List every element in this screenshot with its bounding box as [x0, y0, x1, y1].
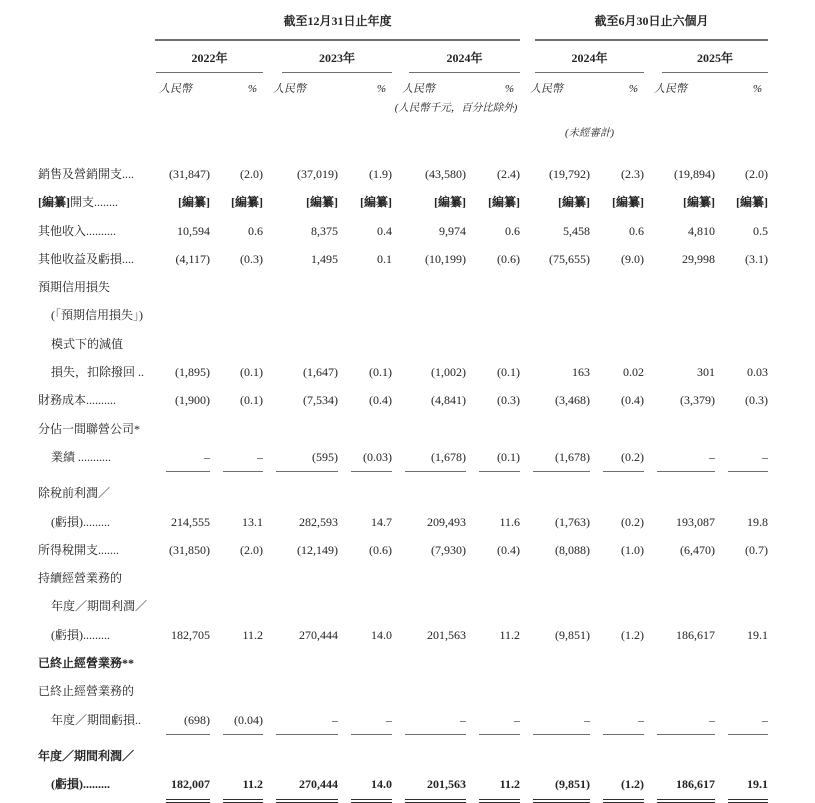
- period-group-interim: 截至6月30日止六個月: [535, 12, 768, 41]
- cell-value: (9.0): [621, 251, 644, 266]
- currency-label: 人民幣: [654, 83, 687, 95]
- table-row: [38, 621, 815, 649]
- cell-value: (1,002): [431, 365, 466, 380]
- row-label: 模式下的減值: [51, 336, 124, 351]
- table-row: [38, 592, 815, 620]
- year-2024: 2024年: [409, 41, 520, 73]
- cell-value: 186,617: [657, 770, 715, 802]
- cell-value: 11.2: [223, 770, 263, 802]
- cell-value: (1,647): [303, 365, 338, 380]
- cell-value: 270,444: [299, 627, 338, 642]
- cell-value: (7,534): [303, 393, 338, 408]
- cell-value: (1.2): [603, 770, 644, 802]
- table-row: [38, 479, 815, 507]
- cell-value: (0.2): [603, 443, 644, 472]
- table-header-unaudited: [38, 115, 815, 140]
- cell-value: [編纂]: [558, 195, 590, 210]
- cell-value: (75,655): [549, 251, 590, 266]
- cell-value: –: [728, 443, 768, 472]
- row-label: 業績 ...........: [51, 449, 112, 464]
- cell-value: 10,594: [177, 223, 210, 238]
- table-row: [38, 677, 815, 705]
- cell-value: (0.03): [351, 443, 392, 472]
- cell-value: (1,900): [175, 393, 210, 408]
- cell-value: (698): [166, 706, 210, 735]
- cell-value: (2.0): [240, 167, 263, 181]
- cell-value: 19.8: [747, 514, 768, 529]
- row-label: 分佔一間聯營公司*: [38, 421, 141, 436]
- table-row: [38, 536, 815, 564]
- row-label: 預期信用損失: [38, 280, 111, 295]
- cell-value: –: [479, 706, 520, 735]
- cell-value: (2.3): [621, 167, 644, 181]
- cell-value: (2.4): [497, 167, 520, 181]
- cell-value: 5,458: [563, 223, 590, 238]
- currency-label: 人民幣: [159, 83, 192, 95]
- row-label: 財務成本..........: [38, 393, 117, 408]
- year-2024-interim: 2024年: [535, 41, 644, 73]
- cell-value: (3.1): [745, 251, 768, 266]
- cell-value: (0.1): [369, 365, 392, 380]
- cell-value: 209,493: [427, 514, 466, 529]
- cell-value: [編纂]: [736, 195, 768, 210]
- cell-value: (31,850): [169, 542, 210, 557]
- table-row: [38, 358, 815, 386]
- cell-value: (0.1): [240, 393, 263, 408]
- cell-value: 29,998: [682, 251, 715, 266]
- cell-value: (0.4): [497, 542, 520, 557]
- cell-value: –: [657, 706, 715, 735]
- row-label: 除稅前利潤／: [38, 486, 111, 501]
- cell-value: (9,851): [555, 627, 590, 642]
- row-label: (虧損).........: [51, 627, 110, 642]
- cell-value: 11.2: [499, 627, 520, 642]
- table-row: [38, 273, 815, 301]
- cell-value: 0.02: [623, 365, 644, 380]
- unit-note: (人民幣千元，百分比除外): [394, 103, 518, 114]
- cell-value: 186,617: [676, 627, 715, 642]
- cell-value: [編纂]: [178, 195, 210, 210]
- cell-value: 193,087: [676, 514, 715, 529]
- cell-value: –: [533, 706, 590, 735]
- cell-value: (37,019): [297, 167, 338, 181]
- cell-value: (0.2): [621, 514, 644, 529]
- table-row: [38, 245, 815, 273]
- cell-value: –: [657, 443, 715, 472]
- row-label: 其他收益及虧損....: [38, 251, 135, 266]
- cell-value: (1,678): [533, 443, 590, 472]
- cell-value: (0.1): [497, 365, 520, 380]
- row-label: 其他收入..........: [38, 223, 117, 238]
- cell-value: 182,705: [171, 627, 210, 642]
- cell-value: (0.6): [497, 251, 520, 266]
- cell-value: 11.6: [499, 514, 520, 529]
- currency-label: 人民幣: [530, 83, 563, 95]
- cell-value: 0.4: [377, 223, 392, 238]
- row-label: 損失，扣除撥回 ..: [51, 365, 145, 380]
- cell-value: (9,851): [533, 770, 590, 802]
- cell-value: 163: [572, 365, 590, 380]
- cell-value: 9,974: [439, 223, 466, 238]
- cell-value: 11.2: [479, 770, 520, 802]
- row-label: (虧損).........: [51, 777, 110, 792]
- cell-value: (19,792): [549, 167, 590, 181]
- cell-value: –: [728, 706, 768, 735]
- year-2022: 2022年: [156, 41, 263, 73]
- cell-value: (0.04): [223, 706, 263, 735]
- cell-value: 11.2: [242, 627, 263, 642]
- table-row: [38, 706, 815, 735]
- cell-value: (1,763): [555, 514, 590, 529]
- cell-value: [編纂]: [612, 195, 644, 210]
- cell-value: (595): [276, 443, 338, 472]
- cell-value: (0.7): [745, 542, 768, 557]
- cell-value: 301: [697, 365, 715, 380]
- cell-value: [編纂]: [434, 195, 466, 210]
- cell-value: (0.4): [621, 393, 644, 408]
- row-label: (「預期信用損失」): [51, 308, 143, 323]
- row-label: 已終止經營業務的: [38, 684, 135, 699]
- table-row: [38, 443, 815, 472]
- table-row: [38, 742, 815, 770]
- table-row: [38, 386, 815, 414]
- cell-value: 1,495: [311, 251, 338, 266]
- cell-value: [編纂]: [360, 195, 392, 210]
- cell-value: –: [351, 706, 392, 735]
- table-row: [38, 301, 815, 329]
- unaudited-note: (未經審計): [565, 128, 614, 139]
- cell-value: (12,149): [297, 542, 338, 557]
- table-row: [38, 564, 815, 592]
- cell-value: [編纂]: [306, 195, 338, 210]
- row-label: 銷售及營銷開支....: [38, 167, 135, 181]
- table-header-units: [38, 73, 815, 96]
- cell-value: (1.2): [621, 627, 644, 642]
- cell-value: 0.6: [248, 223, 263, 238]
- cell-value: [編纂]: [231, 195, 263, 210]
- cell-value: (3,468): [555, 393, 590, 408]
- table-row: [38, 649, 815, 677]
- cell-value: –: [166, 443, 210, 472]
- cell-value: (0.3): [745, 393, 768, 408]
- cell-value: 201,563: [427, 627, 466, 642]
- cell-value: 0.5: [753, 223, 768, 238]
- cell-value: (0.3): [240, 251, 263, 266]
- cell-value: (1,678): [405, 443, 466, 472]
- cell-value: (4,117): [175, 251, 210, 266]
- table-body: [38, 160, 815, 803]
- table-header-groups: [38, 12, 815, 41]
- currency-label: 人民幣: [273, 83, 306, 95]
- cell-value: (0.3): [497, 393, 520, 408]
- cell-value: (0.6): [369, 542, 392, 557]
- cell-value: 19.1: [747, 627, 768, 642]
- row-label: 年度／期間虧損..: [51, 712, 142, 727]
- cell-value: 0.03: [747, 365, 768, 380]
- cell-value: (43,580): [425, 167, 466, 181]
- percent-label: %: [247, 83, 257, 95]
- cell-value: (4,841): [431, 393, 466, 408]
- cell-value: 19.1: [728, 770, 768, 802]
- period-group-fy: 截至12月31日止年度: [155, 12, 520, 41]
- cell-value: (1,895): [175, 365, 210, 380]
- cell-value: [編纂]: [488, 195, 520, 210]
- row-label: (虧損).........: [51, 514, 110, 529]
- cell-value: 214,555: [171, 514, 210, 529]
- cell-value: 182,007: [166, 770, 210, 802]
- table-row: [38, 217, 815, 245]
- cell-value: 0.6: [505, 223, 520, 238]
- percent-label: %: [504, 83, 514, 95]
- cell-value: 0.6: [629, 223, 644, 238]
- percent-label: %: [628, 83, 638, 95]
- cell-value: 13.1: [242, 514, 263, 529]
- cell-value: –: [603, 706, 644, 735]
- percent-label: %: [752, 83, 762, 95]
- cell-value: (10,199): [425, 251, 466, 266]
- cell-value: –: [223, 443, 263, 472]
- cell-value: (0.4): [369, 393, 392, 408]
- row-label: 持續經營業務的: [38, 571, 123, 586]
- cell-value: (0.1): [240, 365, 263, 380]
- table-row: [38, 160, 815, 188]
- cell-value: 4,810: [688, 223, 715, 238]
- row-label: 年度／期間利潤／: [51, 599, 148, 614]
- cell-value: (7,930): [431, 542, 466, 557]
- table-header-years: [38, 41, 815, 73]
- percent-label: %: [376, 83, 386, 95]
- row-label: 已終止經營業務**: [38, 656, 135, 671]
- cell-value: [編纂]: [683, 195, 715, 210]
- cell-value: 14.0: [371, 627, 392, 642]
- table-row: [38, 770, 815, 802]
- cell-value: (8,088): [555, 542, 590, 557]
- cell-value: (0.1): [479, 443, 520, 472]
- cell-value: (2.0): [745, 167, 768, 181]
- row-label: 年度／期間利潤／: [38, 748, 135, 763]
- table-row: [38, 415, 815, 443]
- cell-value: 14.0: [351, 770, 392, 802]
- row-label: [編纂]開支........: [38, 195, 119, 210]
- cell-value: 282,593: [299, 514, 338, 529]
- cell-value: (1.9): [369, 167, 392, 181]
- cell-value: 201,563: [405, 770, 466, 802]
- cell-value: 14.7: [371, 514, 392, 529]
- table-row: [38, 508, 815, 536]
- year-2025-interim: 2025年: [662, 41, 768, 73]
- cell-value: 8,375: [311, 223, 338, 238]
- cell-value: –: [276, 706, 338, 735]
- year-2023: 2023年: [282, 41, 392, 73]
- table-row: [38, 188, 815, 216]
- table-header-note: [38, 96, 815, 115]
- cell-value: (3,379): [680, 393, 715, 408]
- row-label: 所得稅開支.......: [38, 542, 120, 557]
- currency-label: 人民幣: [402, 83, 435, 95]
- cell-value: 0.1: [377, 251, 392, 266]
- cell-value: (31,847): [169, 167, 210, 181]
- cell-value: (2.0): [240, 542, 263, 557]
- cell-value: –: [405, 706, 466, 735]
- cell-value: 270,444: [276, 770, 338, 802]
- cell-value: (19,894): [674, 167, 715, 181]
- cell-value: (6,470): [680, 542, 715, 557]
- cell-value: (1.0): [621, 542, 644, 557]
- table-row: [38, 330, 815, 358]
